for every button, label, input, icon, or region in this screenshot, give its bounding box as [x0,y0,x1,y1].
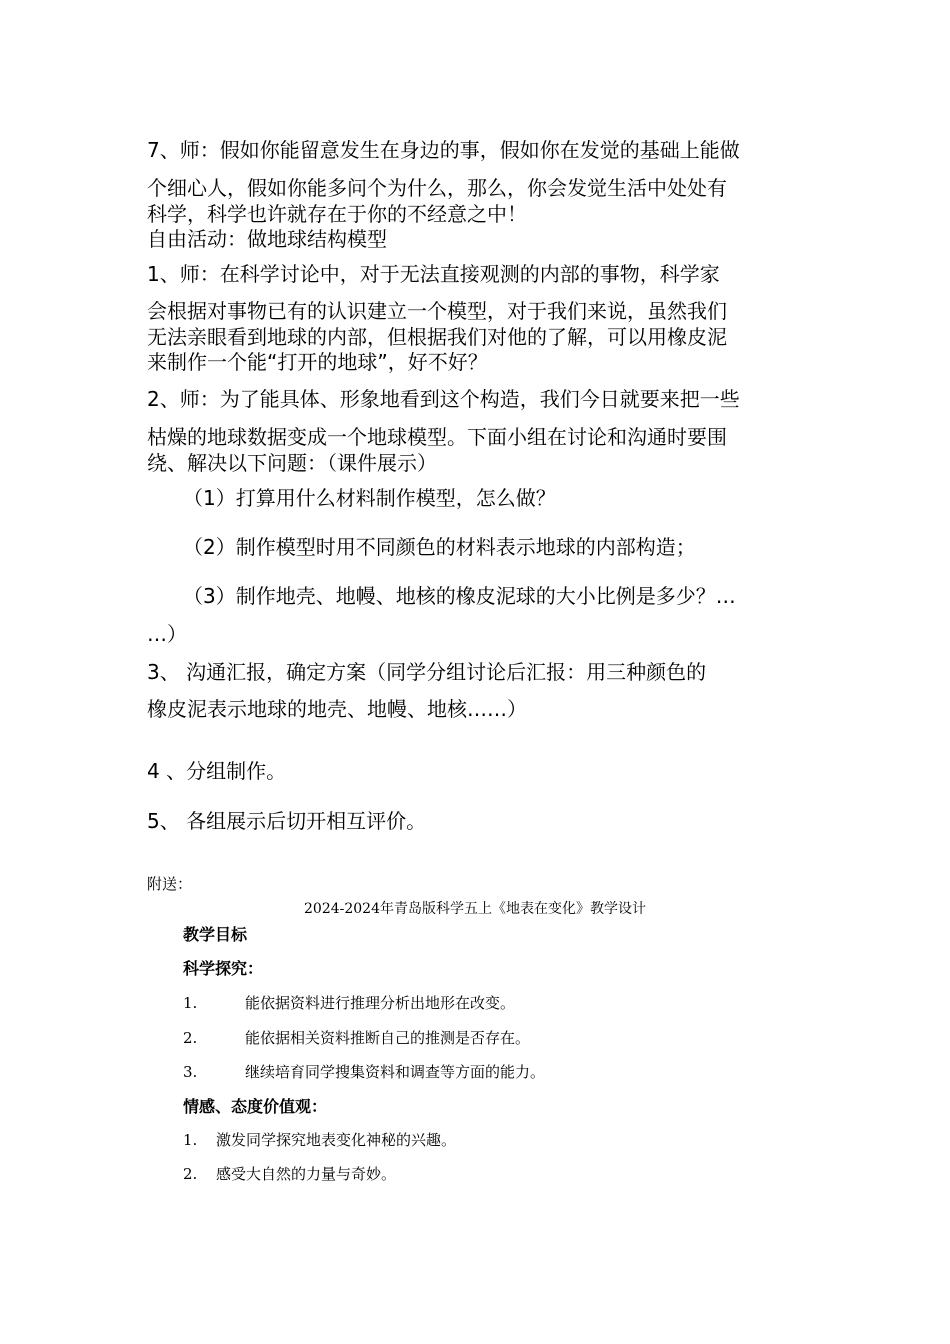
list-text: 能依据相关资料推断自己的推测是否存在。 [245,1029,531,1047]
paragraph-line: 3、 沟通汇报，确定方案（同学分组讨论后汇报：用三种颜色的 [147,660,707,684]
section-heading: 自由活动：做地球结构模型 [147,227,387,251]
paragraph-line: 2、师：为了能具体、形象地看到这个构造，我们今日就要来把一些 [147,387,740,411]
paragraph-line: 绕、解决以下问题：（课件展示） [147,451,437,475]
list-text: 感受大自然的力量与奇妙。 [216,1165,397,1183]
list-number: 2. [183,1165,198,1183]
question-item: （2）制作模型时用不同颜色的材料表示地球的内部构造； [183,535,696,559]
paragraph-line: 4 、分组制作。 [147,759,287,783]
list-item [183,1028,530,1048]
list-number: 3. [183,1063,198,1081]
list-number: 1. [183,994,198,1012]
paragraph-line: 枯燥的地球数据变成一个地球模型。下面小组在讨论和沟通时要围 [147,425,727,449]
paragraph-line: 1、师：在科学讨论中，对于无法直接观测的内部的事物，科学家 [147,262,720,286]
paragraph-line: 科学，科学也许就存在于你的不经意之中！ [147,202,527,226]
list-text: 激发同学探究地表变化神秘的兴趣。 [216,1131,457,1149]
paragraph-line: …） [147,622,187,646]
paragraph-line: 无法亲眼看到地球的内部，但根据我们对他的了解，可以用橡皮泥 [147,325,727,349]
list-item [183,1062,545,1082]
question-item: （1）打算用什么材料制作模型，怎么做？ [183,486,556,510]
paragraph-line: 会根据对事物已有的认识建立一个模型，对于我们来说，虽然我们 [147,299,727,323]
heading-scientific-inquiry: 科学探究： [183,959,264,978]
list-item [183,993,515,1013]
heading-teaching-goals: 教学目标 [183,925,248,944]
list-number: 2. [183,1029,198,1047]
paragraph-line: 7、师：假如你能留意发生在身边的事，假如你在发觉的基础上能做 [147,138,740,162]
paragraph-line: 橡皮泥表示地球的地壳、地幔、地核……） [147,697,527,721]
document-title: 2024-2024年青岛版科学五上《地表在变化》教学设计 [304,901,646,917]
list-number: 1. [183,1131,198,1149]
question-item: （3）制作地壳、地幔、地核的橡皮泥球的大小比例是多少？… [183,584,736,608]
heading-emotion-values: 情感、态度价值观： [183,1097,328,1116]
paragraph-line: 个细心人，假如你能多问个为什么，那么，你会发觉生活中处处有 [147,176,727,200]
list-item [183,1130,456,1150]
attachment-label: 附送： [147,875,193,893]
list-item [183,1164,396,1184]
paragraph-line: 来制作一个能“打开的地球”，好不好？ [147,350,488,374]
list-text: 能依据资料进行推理分析出地形在改变。 [245,994,516,1012]
paragraph-line: 5、 各组展示后切开相互评价。 [147,809,427,833]
list-text: 继续培育同学搜集资料和调查等方面的能力。 [245,1063,546,1081]
